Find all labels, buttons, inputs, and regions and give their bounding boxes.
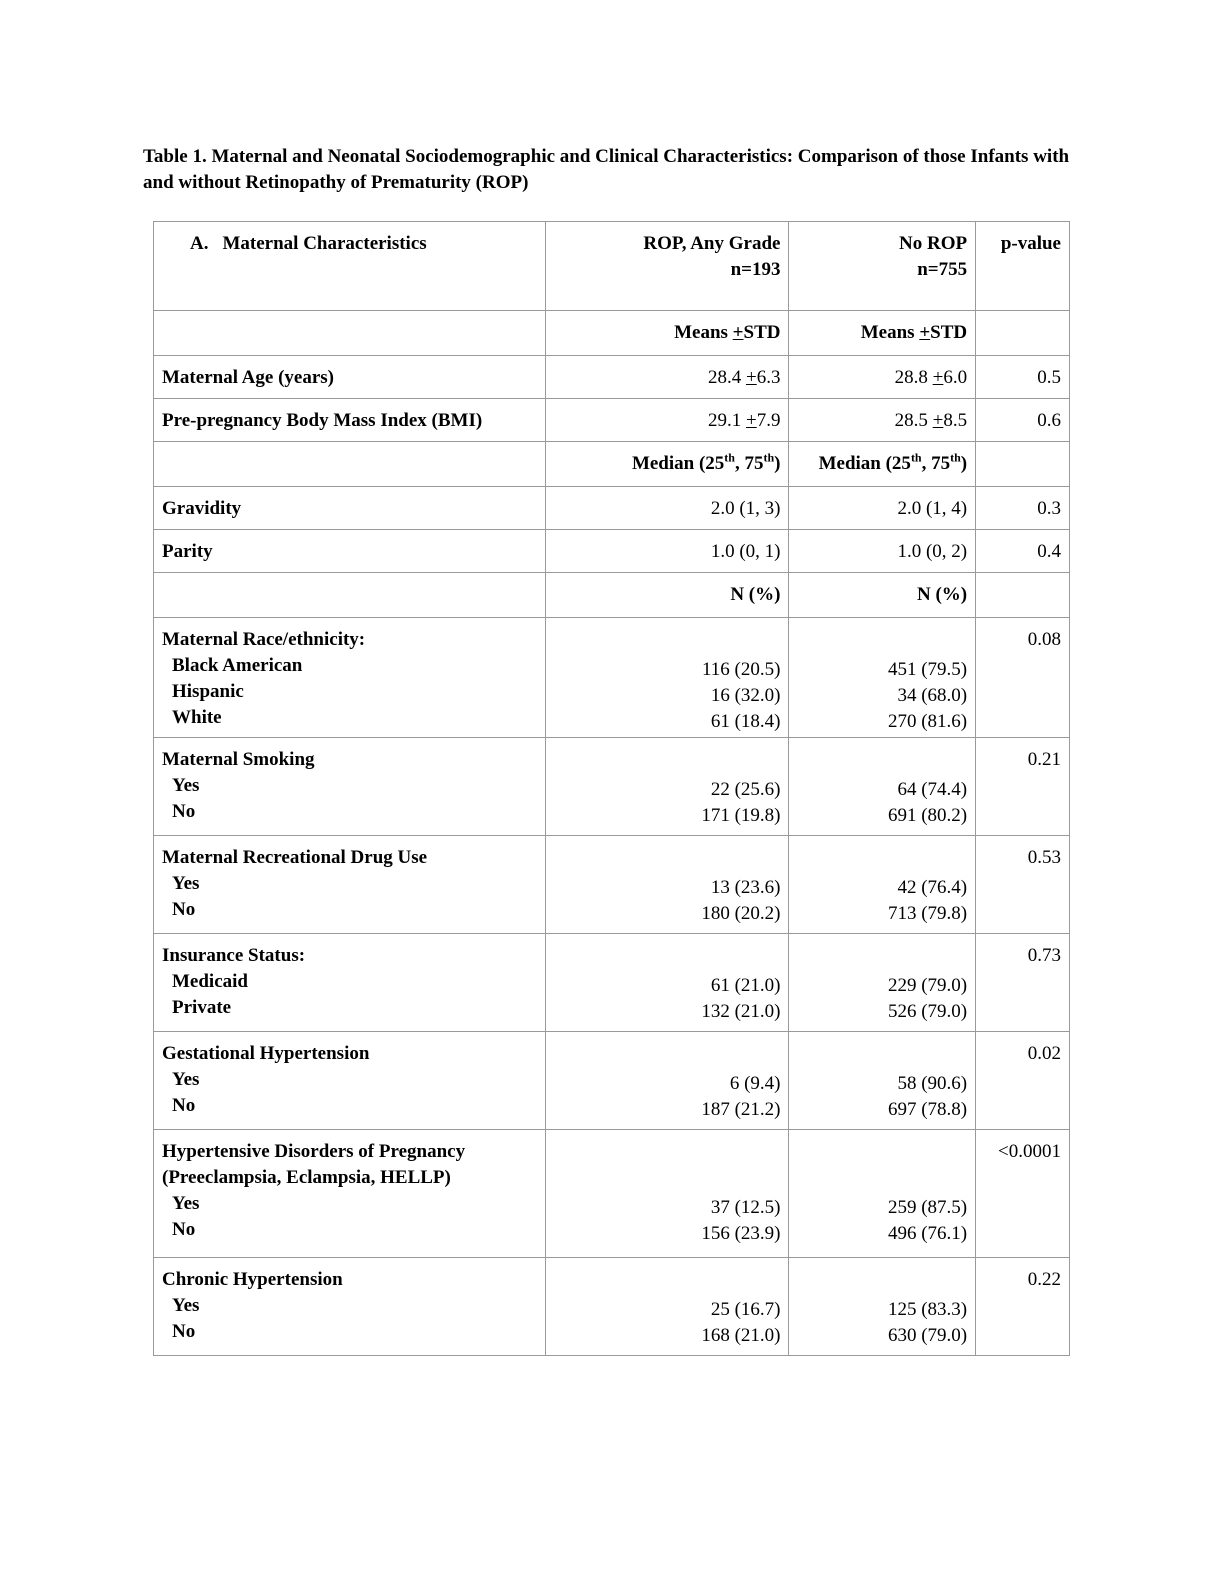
category-level: No (172, 1321, 196, 1342)
no-rop-value (789, 1130, 976, 1258)
count-percent: 713 (79.8) (887, 903, 968, 924)
no-rop-column-header: No ROP n=755 (789, 222, 976, 311)
category-level: Yes (172, 775, 200, 796)
count-percent: 16 (32.0) (710, 685, 781, 706)
table-row (154, 356, 1070, 399)
category-level: No (172, 801, 196, 822)
count-percent: 259 (87.5) (887, 1197, 968, 1218)
category-level: No (172, 1095, 196, 1116)
count-percent: 42 (76.4) (897, 877, 968, 898)
category-title: Gestational Hypertension (162, 1043, 370, 1064)
maternal-characteristics-table (153, 221, 1070, 1356)
count-percent: 61 (21.0) (710, 975, 781, 996)
row-label (154, 738, 546, 836)
table-caption: Table 1. Maternal and Neonatal Sociodemographic and Clinical Characteristics: Comparison of those Infants with and without Retinopathy of Prematurity (ROP) (143, 146, 1070, 193)
n-pct-subheader-row (154, 573, 1070, 618)
category-level: Medicaid (172, 971, 248, 992)
n-percent-label: N (%) (789, 573, 976, 618)
p-value: 0.08 (976, 618, 1070, 738)
no-rop-value: 28.8 +6.0 (789, 356, 976, 399)
rop-column-header: ROP, Any Grade n=193 (545, 222, 789, 311)
count-percent: 171 (19.8) (701, 805, 781, 826)
category-level: Yes (172, 1193, 200, 1214)
means-subheader-row (154, 311, 1070, 356)
category-title: (Preeclampsia, Eclampsia, HELLP) (162, 1167, 451, 1188)
category-level: No (172, 899, 196, 920)
p-value: 0.5 (976, 356, 1070, 399)
rop-value (545, 1032, 789, 1130)
no-rop-value: 28.5 +8.5 (789, 399, 976, 442)
count-percent: 64 (74.4) (897, 779, 968, 800)
rop-value (545, 1130, 789, 1258)
count-percent: 34 (68.0) (897, 685, 968, 706)
count-percent: 132 (21.0) (701, 1001, 781, 1022)
row-label (154, 1130, 546, 1258)
count-percent: 116 (20.5) (702, 659, 781, 680)
no-rop-value (789, 934, 976, 1032)
row-label (154, 836, 546, 934)
count-percent: 37 (12.5) (710, 1197, 781, 1218)
no-rop-value (789, 1032, 976, 1130)
count-percent: 156 (23.9) (701, 1223, 781, 1244)
means-std-label: Means +STD (545, 311, 789, 356)
row-label: Pre-pregnancy Body Mass Index (BMI) (154, 399, 546, 442)
category-title: Hypertensive Disorders of Pregnancy (162, 1141, 466, 1162)
table-row (154, 530, 1070, 573)
row-label (154, 1258, 546, 1356)
p-value: 0.4 (976, 530, 1070, 573)
rop-value (545, 738, 789, 836)
p-value: 0.22 (976, 1258, 1070, 1356)
count-percent: 496 (76.1) (887, 1223, 968, 1244)
section-header: A. Maternal Characteristics (154, 222, 546, 311)
count-percent: 270 (81.6) (887, 711, 968, 732)
category-title: Maternal Race/ethnicity: (162, 629, 366, 650)
count-percent: 526 (79.0) (887, 1001, 968, 1022)
no-rop-value (789, 618, 976, 738)
rop-value (545, 618, 789, 738)
p-value-column-header: p-value (976, 222, 1070, 311)
count-percent: 451 (79.5) (887, 659, 968, 680)
category-title: Chronic Hypertension (162, 1269, 343, 1290)
median-subheader-row (154, 442, 1070, 487)
table-row (154, 1258, 1070, 1356)
no-rop-value: 2.0 (1, 4) (789, 487, 976, 530)
row-label: Maternal Age (years) (154, 356, 546, 399)
rop-value: 2.0 (1, 3) (545, 487, 789, 530)
category-level: White (172, 707, 222, 728)
category-level: Black American (172, 655, 303, 676)
count-percent: 229 (79.0) (887, 975, 968, 996)
no-rop-value: 1.0 (0, 2) (789, 530, 976, 573)
category-level: Private (172, 997, 232, 1018)
median-iqr-label: Median (25th, 75th) (789, 442, 976, 487)
row-label (154, 1032, 546, 1130)
category-level: Hispanic (172, 681, 244, 702)
table-row (154, 836, 1070, 934)
p-value: 0.6 (976, 399, 1070, 442)
rop-value (545, 836, 789, 934)
p-value: 0.21 (976, 738, 1070, 836)
table-row (154, 934, 1070, 1032)
count-percent: 630 (79.0) (887, 1325, 968, 1346)
p-value: 0.02 (976, 1032, 1070, 1130)
no-rop-value (789, 1258, 976, 1356)
table-row (154, 738, 1070, 836)
table-row (154, 399, 1070, 442)
count-percent: 25 (16.7) (710, 1299, 781, 1320)
table-row (154, 487, 1070, 530)
rop-value: 1.0 (0, 1) (545, 530, 789, 573)
table-header-row (154, 222, 1070, 311)
means-std-label: Means +STD (789, 311, 976, 356)
count-percent: 13 (23.6) (710, 877, 781, 898)
table-row (154, 618, 1070, 738)
count-percent: 61 (18.4) (710, 711, 781, 732)
p-value: 0.53 (976, 836, 1070, 934)
category-level: Yes (172, 1295, 200, 1316)
count-percent: 58 (90.6) (897, 1073, 968, 1094)
count-percent: 697 (78.8) (887, 1099, 968, 1120)
count-percent: 6 (9.4) (729, 1073, 781, 1094)
n-percent-label: N (%) (545, 573, 789, 618)
count-percent: 180 (20.2) (701, 903, 781, 924)
count-percent: 22 (25.6) (710, 779, 781, 800)
category-title: Maternal Smoking (162, 749, 315, 770)
p-value: 0.3 (976, 487, 1070, 530)
category-title: Maternal Recreational Drug Use (162, 847, 428, 868)
category-level: Yes (172, 873, 200, 894)
count-percent: 691 (80.2) (887, 805, 968, 826)
table-row (154, 1130, 1070, 1258)
category-title: Insurance Status: (162, 945, 306, 966)
rop-value (545, 1258, 789, 1356)
row-label (154, 618, 546, 738)
row-label: Gravidity (154, 487, 546, 530)
category-level: Yes (172, 1069, 200, 1090)
count-percent: 187 (21.2) (701, 1099, 781, 1120)
no-rop-value (789, 836, 976, 934)
count-percent: 168 (21.0) (701, 1325, 781, 1346)
no-rop-value (789, 738, 976, 836)
p-value: 0.73 (976, 934, 1070, 1032)
row-label: Parity (154, 530, 546, 573)
count-percent: 125 (83.3) (887, 1299, 968, 1320)
rop-value (545, 934, 789, 1032)
p-value: <0.0001 (976, 1130, 1070, 1258)
rop-value: 29.1 +7.9 (545, 399, 789, 442)
median-iqr-label: Median (25th, 75th) (545, 442, 789, 487)
rop-value: 28.4 +6.3 (545, 356, 789, 399)
row-label (154, 934, 546, 1032)
category-level: No (172, 1219, 196, 1240)
table-row (154, 1032, 1070, 1130)
